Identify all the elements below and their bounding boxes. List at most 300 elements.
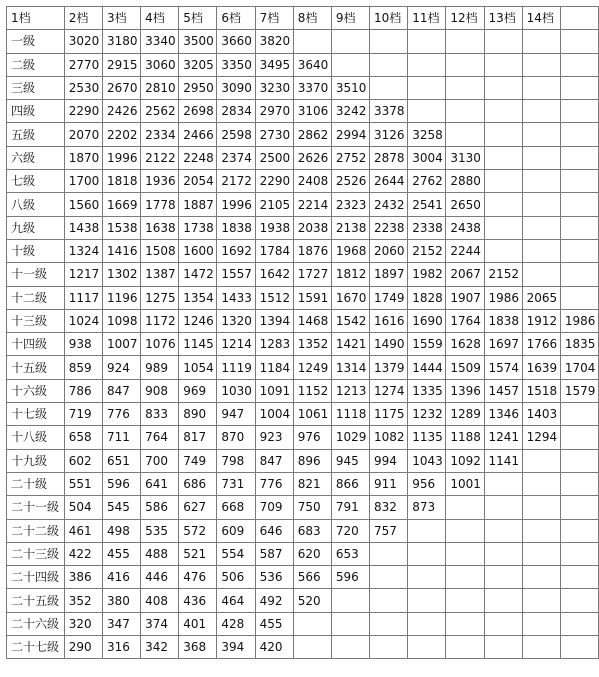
table-cell: 2122 [141,146,179,169]
table-cell: 3004 [408,146,446,169]
table-row [7,403,599,426]
table-cell: 504 [64,496,102,519]
table-cell: 1574 [484,356,522,379]
row-label: 十八级 [7,426,65,449]
table-cell: 2244 [446,239,484,262]
table-cell: 461 [64,519,102,542]
table-row [7,356,599,379]
table-cell: 446 [141,566,179,589]
table-cell-empty [522,612,560,635]
table-cell: 3820 [255,30,293,53]
table-cell: 2698 [179,100,217,123]
table-cell: 2202 [102,123,140,146]
table-cell: 1692 [217,239,255,262]
table-cell: 976 [293,426,331,449]
table-cell: 2338 [408,216,446,239]
table-cell: 2290 [255,170,293,193]
table-cell: 401 [179,612,217,635]
table-cell: 609 [217,519,255,542]
table-cell: 2752 [331,146,369,169]
table-cell: 476 [179,566,217,589]
table-cell-empty [446,636,484,659]
table-cell: 1188 [446,426,484,449]
table-row [7,309,599,332]
table-cell: 2526 [331,170,369,193]
table-cell: 1135 [408,426,446,449]
table-cell: 945 [331,449,369,472]
table-cell-empty [446,30,484,53]
table-cell: 2323 [331,193,369,216]
table-cell: 870 [217,426,255,449]
table-cell: 1335 [408,379,446,402]
table-cell-empty [408,519,446,542]
table-cell: 290 [64,636,102,659]
table-row [7,542,599,565]
table-cell: 2038 [293,216,331,239]
table-cell-empty [446,542,484,565]
table-cell: 847 [255,449,293,472]
table-cell: 2834 [217,100,255,123]
table-cell: 2248 [179,146,217,169]
table-cell-empty [560,100,598,123]
table-cell: 1968 [331,239,369,262]
table-cell: 1141 [484,449,522,472]
table-cell-empty [522,30,560,53]
table-row [7,239,599,262]
table-cell: 2598 [217,123,255,146]
table-cell: 923 [255,426,293,449]
table-cell: 455 [255,612,293,635]
table-cell: 1812 [331,263,369,286]
column-header: 9档 [331,7,369,30]
table-cell: 2334 [141,123,179,146]
table-cell: 1897 [370,263,408,286]
table-cell-empty [522,100,560,123]
table-cell: 1907 [446,286,484,309]
table-cell-empty [522,53,560,76]
table-cell: 1232 [408,403,446,426]
row-label: 七级 [7,170,65,193]
table-cell: 506 [217,566,255,589]
table-cell-empty [408,53,446,76]
table-cell-empty [370,53,408,76]
table-cell: 1119 [217,356,255,379]
table-cell: 2626 [293,146,331,169]
table-cell-empty [408,100,446,123]
table-cell: 1302 [102,263,140,286]
table-cell: 1275 [141,286,179,309]
table-cell: 1628 [446,333,484,356]
table-cell: 1274 [370,379,408,402]
table-row [7,449,599,472]
row-label: 二十七级 [7,636,65,659]
table-cell: 1098 [102,309,140,332]
table-cell: 2670 [102,76,140,99]
table-cell: 1600 [179,239,217,262]
table-cell: 2067 [446,263,484,286]
table-cell-empty [484,53,522,76]
table-cell: 668 [217,496,255,519]
row-label: 五级 [7,123,65,146]
table-cell-empty [446,589,484,612]
table-cell: 3205 [179,53,217,76]
table-cell-empty [331,612,369,635]
table-cell: 572 [179,519,217,542]
table-cell: 1396 [446,379,484,402]
table-cell-empty [446,519,484,542]
table-cell: 1642 [255,263,293,286]
table-cell: 947 [217,403,255,426]
table-cell: 1403 [522,403,560,426]
table-cell: 3660 [217,30,255,53]
table-cell: 1196 [102,286,140,309]
table-cell-empty [560,426,598,449]
table-cell: 1996 [217,193,255,216]
table-cell-empty [484,170,522,193]
table-cell: 1152 [293,379,331,402]
table-cell: 2466 [179,123,217,146]
table-cell-empty [484,193,522,216]
table-cell: 1870 [64,146,102,169]
table-cell-empty [370,566,408,589]
table-cell: 2644 [370,170,408,193]
column-header: 11档 [408,7,446,30]
column-header: 8档 [293,7,331,30]
table-cell-empty [522,566,560,589]
table-cell-empty [484,216,522,239]
table-cell: 2238 [370,216,408,239]
table-cell: 817 [179,426,217,449]
table-cell: 720 [331,519,369,542]
row-label: 十四级 [7,333,65,356]
table-cell: 791 [331,496,369,519]
table-cell: 1557 [217,263,255,286]
row-label: 十三级 [7,309,65,332]
column-header: 10档 [370,7,408,30]
table-cell: 1508 [141,239,179,262]
table-cell-empty [331,636,369,659]
table-cell-empty [446,100,484,123]
table-row [7,612,599,635]
table-cell: 1241 [484,426,522,449]
table-cell: 3106 [293,100,331,123]
table-cell: 545 [102,496,140,519]
table-cell: 719 [64,403,102,426]
table-cell: 1043 [408,449,446,472]
table-cell: 1838 [217,216,255,239]
table-cell-empty [446,123,484,146]
table-cell: 1936 [141,170,179,193]
table-cell-empty [331,589,369,612]
table-cell: 896 [293,449,331,472]
table-cell: 2862 [293,123,331,146]
table-cell: 1727 [293,263,331,286]
row-label: 九级 [7,216,65,239]
table-cell: 1749 [370,286,408,309]
table-cell: 859 [64,356,102,379]
row-label: 二十一级 [7,496,65,519]
table-cell-empty [560,449,598,472]
table-cell: 1091 [255,379,293,402]
table-cell: 1764 [446,309,484,332]
table-cell: 492 [255,589,293,612]
table-cell-empty [484,636,522,659]
table-cell: 1314 [331,356,369,379]
row-label: 八级 [7,193,65,216]
table-cell: 2152 [408,239,446,262]
table-cell: 686 [179,472,217,495]
table-cell: 3510 [331,76,369,99]
table-cell: 1217 [64,263,102,286]
table-body [7,7,599,659]
column-header: 13档 [484,7,522,30]
table-cell: 2138 [331,216,369,239]
table-cell: 1835 [560,333,598,356]
column-header: 2档 [64,7,102,30]
table-cell: 3060 [141,53,179,76]
table-cell: 1352 [293,333,331,356]
table-cell: 1538 [102,216,140,239]
table-row [7,286,599,309]
table-cell-empty [522,123,560,146]
table-cell-empty [331,53,369,76]
table-cell: 1876 [293,239,331,262]
row-label: 四级 [7,100,65,123]
table-cell: 832 [370,496,408,519]
table-cell: 821 [293,472,331,495]
table-cell: 2994 [331,123,369,146]
table-cell: 488 [141,542,179,565]
table-cell: 2214 [293,193,331,216]
table-cell: 798 [217,449,255,472]
table-cell: 1379 [370,356,408,379]
table-cell: 347 [102,612,140,635]
table-cell: 1438 [64,216,102,239]
table-cell-empty [408,636,446,659]
row-label: 十级 [7,239,65,262]
table-cell: 1118 [331,403,369,426]
table-cell: 1249 [293,356,331,379]
table-cell-empty [408,566,446,589]
table-cell: 651 [102,449,140,472]
table-cell-empty [370,589,408,612]
table-cell: 1669 [102,193,140,216]
table-cell-empty [484,76,522,99]
column-header: 12档 [446,7,484,30]
table-cell: 924 [102,356,140,379]
table-cell: 1054 [179,356,217,379]
table-cell: 1082 [370,426,408,449]
table-row [7,496,599,519]
table-cell: 1421 [331,333,369,356]
table-cell: 873 [408,496,446,519]
table-cell: 3020 [64,30,102,53]
table-cell-empty [408,542,446,565]
table-cell: 2070 [64,123,102,146]
table-cell: 1416 [102,239,140,262]
salary-grade-table [6,6,599,659]
table-cell: 316 [102,636,140,659]
table-cell: 1887 [179,193,217,216]
table-cell: 520 [293,589,331,612]
row-label: 十六级 [7,379,65,402]
table-cell: 2970 [255,100,293,123]
table-cell: 1184 [255,356,293,379]
table-cell: 1076 [141,333,179,356]
table-cell: 2172 [217,170,255,193]
table-cell: 1670 [331,286,369,309]
table-cell-empty [370,612,408,635]
table-cell: 683 [293,519,331,542]
row-label: 二十三级 [7,542,65,565]
table-cell: 2950 [179,76,217,99]
table-cell-empty [293,30,331,53]
table-cell: 1818 [102,170,140,193]
table-cell: 2432 [370,193,408,216]
table-cell-empty [484,542,522,565]
table-cell: 1560 [64,193,102,216]
table-cell: 1145 [179,333,217,356]
table-cell: 709 [255,496,293,519]
table-cell: 646 [255,519,293,542]
table-cell: 1639 [522,356,560,379]
table-cell-empty [560,286,598,309]
table-cell-empty [370,76,408,99]
table-cell: 3350 [217,53,255,76]
table-cell: 938 [64,333,102,356]
table-cell-empty [484,123,522,146]
table-cell: 3258 [408,123,446,146]
table-cell-empty [522,263,560,286]
table-cell: 1214 [217,333,255,356]
table-cell-empty [560,76,598,99]
table-cell: 1061 [293,403,331,426]
table-cell: 521 [179,542,217,565]
table-cell: 3130 [446,146,484,169]
table-row [7,170,599,193]
salary-table-wrapper [6,6,599,659]
table-cell: 1001 [446,472,484,495]
table-cell: 1346 [484,403,522,426]
row-label: 二十二级 [7,519,65,542]
table-row [7,472,599,495]
column-header: 6档 [217,7,255,30]
table-cell: 1246 [179,309,217,332]
table-cell: 2762 [408,170,446,193]
table-cell: 2541 [408,193,446,216]
table-cell-empty [560,542,598,565]
table-cell: 498 [102,519,140,542]
table-cell-empty [560,589,598,612]
table-cell-empty [560,636,598,659]
table-cell: 1387 [141,263,179,286]
table-cell-empty [446,53,484,76]
table-cell: 3242 [331,100,369,123]
table-cell: 908 [141,379,179,402]
table-cell: 757 [370,519,408,542]
table-cell: 455 [102,542,140,565]
row-label: 一级 [7,30,65,53]
table-cell-empty [560,472,598,495]
table-cell: 2810 [141,76,179,99]
table-cell: 1738 [179,216,217,239]
table-cell-empty [370,30,408,53]
table-cell: 1986 [484,286,522,309]
table-cell: 536 [255,566,293,589]
table-row [7,263,599,286]
row-label: 六级 [7,146,65,169]
table-cell: 1117 [64,286,102,309]
table-cell-empty [484,239,522,262]
table-cell: 750 [293,496,331,519]
table-cell-empty [522,216,560,239]
table-cell-empty [370,636,408,659]
table-cell: 596 [102,472,140,495]
table-cell-empty [560,146,598,169]
table-cell: 2438 [446,216,484,239]
table-cell-empty [484,589,522,612]
table-cell-empty [522,519,560,542]
table-cell-empty [408,76,446,99]
table-cell-empty [522,76,560,99]
table-cell-empty [560,566,598,589]
table-cell: 416 [102,566,140,589]
table-cell: 2152 [484,263,522,286]
table-cell: 596 [331,566,369,589]
table-cell: 2426 [102,100,140,123]
table-cell: 956 [408,472,446,495]
table-cell: 464 [217,589,255,612]
table-cell-empty [560,193,598,216]
table-cell-empty [560,123,598,146]
table-cell: 1007 [102,333,140,356]
table-cell: 1996 [102,146,140,169]
table-cell: 1638 [141,216,179,239]
table-row [7,100,599,123]
table-cell: 2500 [255,146,293,169]
table-cell: 320 [64,612,102,635]
row-label: 二十级 [7,472,65,495]
table-cell: 1433 [217,286,255,309]
table-cell: 1029 [331,426,369,449]
table-cell-empty [560,496,598,519]
table-cell: 1542 [331,309,369,332]
table-cell: 2060 [370,239,408,262]
table-cell: 3340 [141,30,179,53]
row-label: 二十四级 [7,566,65,589]
table-cell-empty [560,263,598,286]
table-cell-empty [522,589,560,612]
table-row [7,30,599,53]
table-cell: 749 [179,449,217,472]
table-cell: 776 [102,403,140,426]
table-cell: 2065 [522,286,560,309]
table-cell: 3378 [370,100,408,123]
table-cell: 700 [141,449,179,472]
table-cell-empty [522,542,560,565]
header-row [7,7,599,30]
table-cell: 374 [141,612,179,635]
table-cell: 1912 [522,309,560,332]
table-cell: 2290 [64,100,102,123]
table-cell: 3500 [179,30,217,53]
table-row [7,123,599,146]
table-cell: 566 [293,566,331,589]
table-row [7,426,599,449]
table-cell-empty [522,193,560,216]
table-cell-empty [331,30,369,53]
row-label: 二十五级 [7,589,65,612]
